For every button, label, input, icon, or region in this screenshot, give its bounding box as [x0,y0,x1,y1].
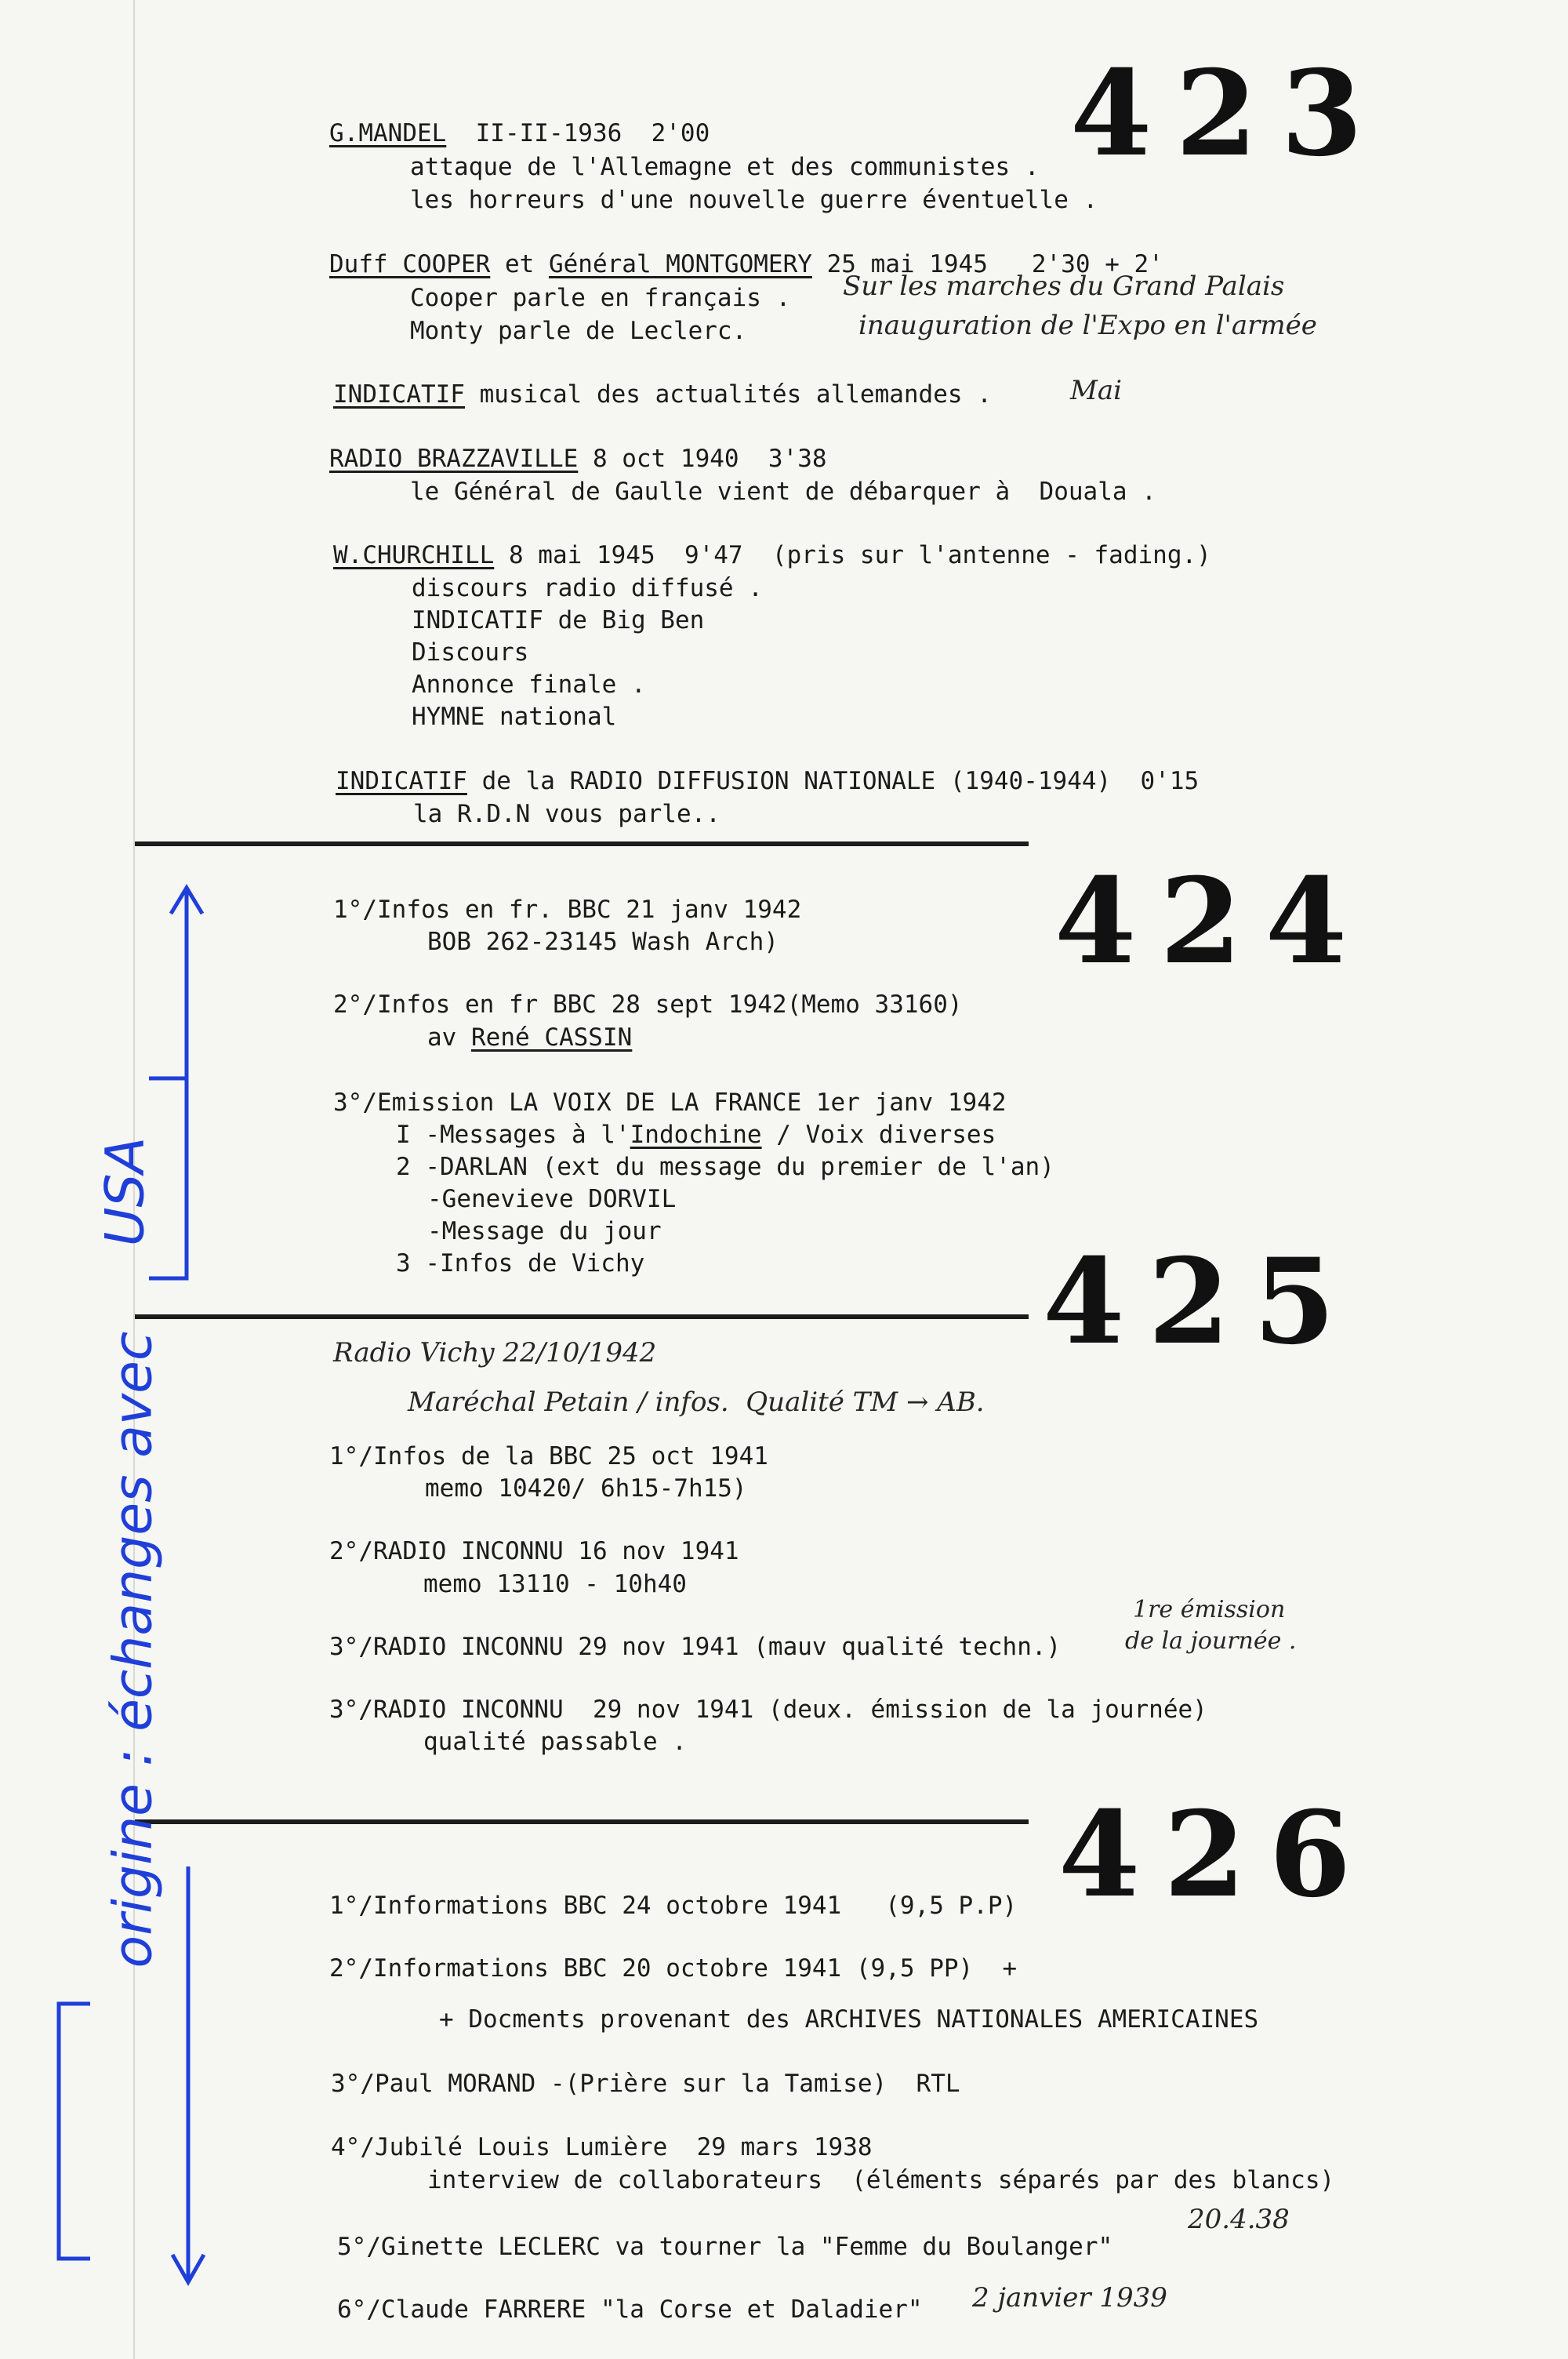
entry-line: BOB 262-23145 Wash Arch) [427,928,779,956]
handwritten-note: 1re émission [1133,1596,1286,1623]
entry-indicatif: INDICATIF musical des actualités allemandes . [333,380,992,409]
entry-line: Cooper parle en français . [410,284,791,312]
entry-line: 5°/Ginette LECLERC va tourner la "Femme du Boulanger" [337,2233,1113,2261]
entry-line: Annonce finale . [412,671,646,699]
block-number-426: 426 [1058,1786,1375,1924]
entry-line: INDICATIF de Big Ben [412,606,705,634]
entry-indochine: I -Messages à l'Indochine / Voix diverses [396,1121,996,1149]
entry-line: 3°/Paul MORAND -(Prière sur la Tamise) RTL [331,2070,960,2098]
entry-line: 3 -Infos de Vichy [396,1249,645,1278]
bracket-line [59,2004,90,2259]
entry-rdn: INDICATIF de la RADIO DIFFUSION NATIONALE (1940-1944) 0'15 [336,767,1200,795]
entry-line: 1°/Informations BBC 24 octobre 1941 (9,5 P.P) [329,1892,1018,1920]
block-number-423: 423 [1070,45,1387,183]
entry-line: interview de collaborateurs (éléments séparés par des blancs) [427,2166,1335,2194]
entry-line: les horreurs d'une nouvelle guerre éventuelle . [410,186,1098,214]
entry-line: 2°/RADIO INCONNU 16 nov 1941 [329,1537,739,1565]
entry-line: 4°/Jubilé Louis Lumière 29 mars 1938 [331,2133,873,2161]
entry-cassin: av René CASSIN [427,1023,633,1052]
entry-line: 2°/Informations BBC 20 octobre 1941 (9,5 PP) + [329,1954,1018,1983]
entry-line: + Docments provenant des ARCHIVES NATIONALES AMERICAINES [439,2005,1259,2034]
entry-line: 3°/RADIO INCONNU 29 nov 1941 (mauv qualité techn.) [329,1633,1062,1661]
entry-line: 3°/RADIO INCONNU 29 nov 1941 (deux. émission de la journée) [329,1696,1207,1724]
entry-line: 1°/Infos en fr. BBC 21 janv 1942 [333,896,802,924]
handwritten-note: Radio Vichy 22/10/1942 [333,1337,657,1369]
entry-line: 1°/Infos de la BBC 25 oct 1941 [329,1442,768,1470]
handwritten-note: Mai [1070,375,1122,406]
margin-note-main: origine : échanges avec [102,1331,165,1968]
entry-line: memo 10420/ 6h15-7h15) [425,1474,747,1503]
entry-line: 6°/Claude FARRERE "la Corse et Daladier" [337,2295,923,2324]
entry-cooper: Duff COOPER et Général MONTGOMERY 25 mai 1945 2'30 + 2' [329,250,1163,278]
entry-line: -Genevieve DORVIL [427,1185,677,1213]
entry-line: discours radio diffusé . [412,574,763,602]
handwritten-note: Sur les marches du Grand Palais [843,271,1285,302]
handwritten-note: inauguration de l'Expo en l'armée [858,310,1317,341]
block-number-425: 425 [1043,1233,1359,1371]
handwritten-note: 2 janvier 1939 [972,2282,1167,2314]
entry-line: le Général de Gaulle vient de débarquer à Douala . [410,478,1156,506]
entry-line: 3°/Emission LA VOIX DE LA FRANCE 1er janv 1942 [333,1089,1007,1117]
entry-brazzaville: RADIO BRAZZAVILLE 8 oct 1940 3'38 [329,445,827,473]
entry-line: -Message du jour [427,1217,662,1245]
handwritten-note: Maréchal Petain / infos. Qualité TM → AB. [408,1387,985,1418]
entry-line: memo 13110 - 10h40 [423,1570,687,1598]
entry-line: qualité passable . [423,1728,687,1756]
margin-note-usa: USA [94,1136,157,1247]
entry-line: 2°/Infos en fr BBC 28 sept 1942(Memo 33160) [333,990,963,1019]
entry-line: Discours [412,638,529,667]
handwritten-note: de la journée . [1125,1627,1297,1655]
entry-churchill: W.CHURCHILL 8 mai 1945 9'47 (pris sur l'antenne - fading.) [333,541,1211,569]
entry-line: attaque de l'Allemagne et des communistes . [410,153,1040,181]
entry-mandel: G.MANDEL II-II-1936 2'00 [329,119,710,147]
block-number-424: 424 [1054,852,1371,990]
entry-line: HYMNE national [412,703,617,731]
entry-line: Monty parle de Leclerc. [410,317,747,345]
entry-line: la R.D.N vous parle.. [413,800,720,828]
entry-line: 2 -DARLAN (ext du message du premier de l'an) [396,1153,1054,1181]
handwritten-note: 20.4.38 [1188,2204,1290,2235]
